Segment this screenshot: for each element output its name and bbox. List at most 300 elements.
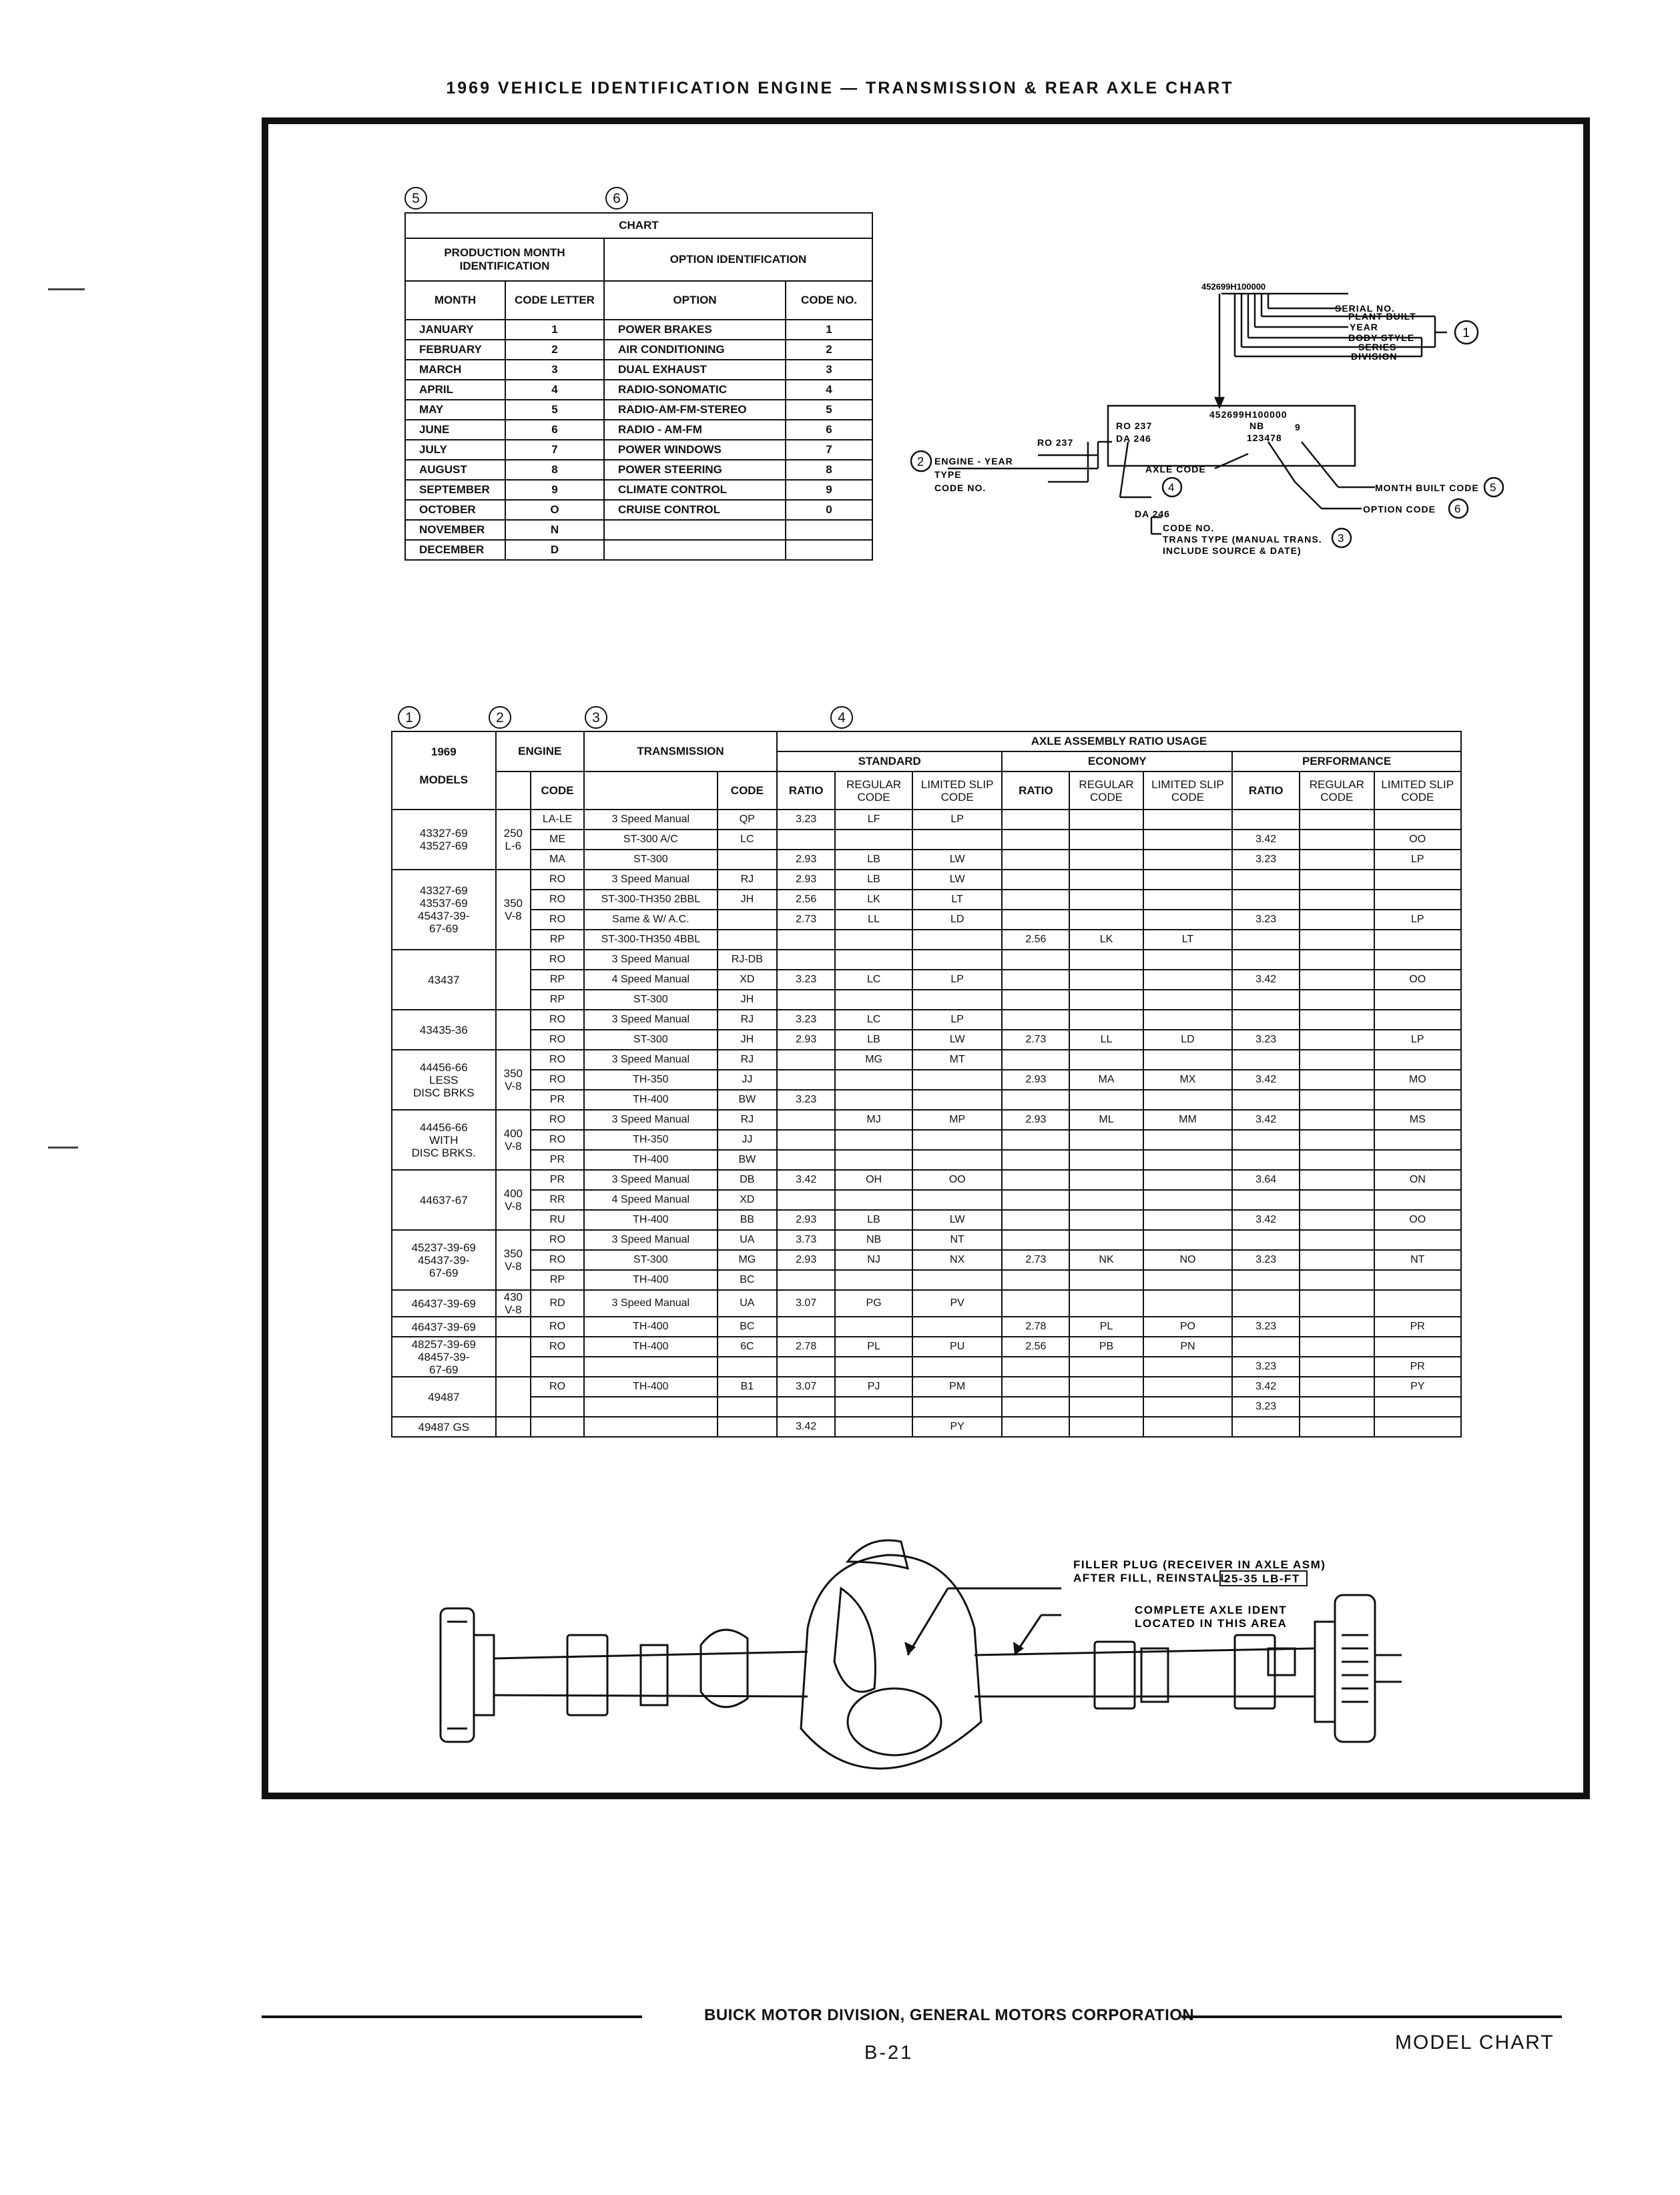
prod-row xyxy=(405,380,872,400)
perf-limited-cell xyxy=(1374,990,1462,1010)
trans-code-no-label: CODE NO. xyxy=(1163,523,1215,533)
eco-limited-cell xyxy=(1143,1010,1232,1030)
std-regular-cell: LB xyxy=(835,1030,912,1050)
eco-ratio-cell: 2.78 xyxy=(1002,1317,1069,1337)
eco-ratio-cell xyxy=(1002,970,1069,990)
eco-limited-cell xyxy=(1143,990,1232,1010)
axle-row xyxy=(392,1030,1461,1050)
engine-cell: 400 V-8 xyxy=(496,1170,531,1230)
std-limited-cell xyxy=(912,1397,1003,1417)
eco-limited-cell xyxy=(1143,1170,1232,1190)
axle-row xyxy=(392,870,1461,890)
std-ratio-cell: 2.56 xyxy=(777,890,835,910)
axle-row xyxy=(392,970,1461,990)
perf-ratio-cell xyxy=(1232,1190,1300,1210)
month-cell: NOVEMBER xyxy=(405,520,505,540)
option-cell: RADIO - AM-FM xyxy=(604,420,786,440)
perf-limited-cell: NT xyxy=(1374,1250,1462,1270)
eco-limited-cell xyxy=(1143,810,1232,830)
engine-code-cell: RO xyxy=(531,1070,584,1090)
std-ratio-cell: 3.73 xyxy=(777,1230,835,1250)
standard-header: STANDARD xyxy=(777,751,1002,771)
std-ratio-cell: 2.73 xyxy=(777,910,835,930)
perf-limited-cell xyxy=(1374,1337,1462,1357)
perf-ratio-cell: 3.23 xyxy=(1232,850,1300,870)
performance-header: PERFORMANCE xyxy=(1232,751,1461,771)
engine-code-cell: LA-LE xyxy=(531,810,584,830)
perf-limited-cell xyxy=(1374,1130,1462,1150)
prod-row xyxy=(405,340,872,360)
plant-built-label: PLANT BUILT xyxy=(1348,311,1416,322)
perf-ratio-cell: 3.23 xyxy=(1232,1030,1300,1050)
eco-limited-cell xyxy=(1143,1397,1232,1417)
perf-ratio-cell xyxy=(1232,1230,1300,1250)
eco-ratio-cell xyxy=(1002,1130,1069,1150)
footer-rule-right xyxy=(1181,2015,1562,2018)
std-limited-cell: LW xyxy=(912,1030,1003,1050)
perf-regular-cell xyxy=(1300,1377,1374,1397)
std-limited-cell: PY xyxy=(912,1417,1003,1437)
perf-limited-cell xyxy=(1374,1397,1462,1417)
eco-limited-cell xyxy=(1143,1377,1232,1397)
eco-ratio-cell xyxy=(1002,850,1069,870)
perf-limited-cell: OO xyxy=(1374,1210,1462,1230)
std-limited-cell: OO xyxy=(912,1170,1003,1190)
code-no-cell: 9 xyxy=(786,480,872,500)
std-ratio-cell: 3.23 xyxy=(777,970,835,990)
eco-ratio-cell: 2.73 xyxy=(1002,1250,1069,1270)
complete-ident-label-1: COMPLETE AXLE IDENT xyxy=(1135,1604,1288,1616)
include-source-label: INCLUDE SOURCE & DATE) xyxy=(1163,545,1302,556)
eco-limited-cell xyxy=(1143,1270,1232,1290)
perf-limited-cell xyxy=(1374,1290,1462,1317)
perf-ratio-cell: 3.42 xyxy=(1232,1210,1300,1230)
trans-code-cell xyxy=(718,910,777,930)
engine-cell: 350 V-8 xyxy=(496,870,531,950)
std-limited-cell: LW xyxy=(912,870,1003,890)
trans-code-cell: BC xyxy=(718,1270,777,1290)
std-regular-cell: OH xyxy=(835,1170,912,1190)
month-cell: JUNE xyxy=(405,420,505,440)
eco-ratio-cell xyxy=(1002,1397,1069,1417)
engine-code-cell: ME xyxy=(531,830,584,850)
axle-row xyxy=(392,990,1461,1010)
std-regular-cell xyxy=(835,1070,912,1090)
prod-row xyxy=(405,460,872,480)
std-limited-cell: LP xyxy=(912,1010,1003,1030)
code-letter-cell: 3 xyxy=(505,360,604,380)
axle-row xyxy=(392,1357,1461,1377)
std-limited-cell: PU xyxy=(912,1337,1003,1357)
eco-limited-cell xyxy=(1143,1417,1232,1437)
option-cell xyxy=(604,540,786,560)
code-letter-cell: D xyxy=(505,540,604,560)
option-group-header: OPTION IDENTIFICATION xyxy=(604,238,872,281)
perf-regular-cell xyxy=(1300,830,1374,850)
perf-regular-cell xyxy=(1300,1150,1374,1170)
engine-code-cell: RU xyxy=(531,1210,584,1230)
model-cell: 43327-69 43527-69 xyxy=(392,810,496,870)
engine-code-cell xyxy=(531,1397,584,1417)
std-regular-cell: PL xyxy=(835,1337,912,1357)
axle-row xyxy=(392,1290,1461,1317)
engine-code-cell xyxy=(531,1357,584,1377)
axle-row xyxy=(392,1230,1461,1250)
trans-desc-cell xyxy=(584,1397,718,1417)
engine-header: ENGINE xyxy=(496,731,584,771)
eco-ratio-cell xyxy=(1002,1230,1069,1250)
engine-code-cell: RO xyxy=(531,870,584,890)
eco-ratio-cell xyxy=(1002,870,1069,890)
eco-ratio-cell: 2.56 xyxy=(1002,930,1069,950)
perf-limited-cell xyxy=(1374,1190,1462,1210)
engine-code-cell: RO xyxy=(531,1250,584,1270)
engine-code-cell: RO xyxy=(531,950,584,970)
perf-regular-cell xyxy=(1300,1030,1374,1050)
perf-regular-cell xyxy=(1300,1110,1374,1130)
plate-nb: NB xyxy=(1249,420,1265,431)
std-ratio-cell xyxy=(777,1397,835,1417)
std-regular-cell xyxy=(835,990,912,1010)
code-letter-cell: 5 xyxy=(505,400,604,420)
month-cell: SEPTEMBER xyxy=(405,480,505,500)
std-ratio-cell: 3.07 xyxy=(777,1290,835,1317)
plate-number: 123478 xyxy=(1247,432,1282,443)
engine-cell: 430 V-8 xyxy=(496,1290,531,1317)
eco-ratio-header: RATIO xyxy=(1002,771,1069,810)
model-cell: 43327-69 43537-69 45437-39- 67-69 xyxy=(392,870,496,950)
std-limited-cell: PM xyxy=(912,1377,1003,1397)
std-regular-cell: LB xyxy=(835,1210,912,1230)
trans-desc-cell: TH-400 xyxy=(584,1090,718,1110)
month-cell: OCTOBER xyxy=(405,500,505,520)
eco-limited-cell: NO xyxy=(1143,1250,1232,1270)
perf-regular-cell xyxy=(1300,1070,1374,1090)
eco-limited-cell xyxy=(1143,850,1232,870)
prod-row xyxy=(405,520,872,540)
std-regular-cell: NJ xyxy=(835,1250,912,1270)
std-ratio-cell: 2.93 xyxy=(777,850,835,870)
std-ratio-cell: 2.78 xyxy=(777,1337,835,1357)
perf-regular-cell xyxy=(1300,930,1374,950)
callout-3: 3 xyxy=(585,706,607,729)
scan-mark xyxy=(48,1147,78,1149)
economy-header: ECONOMY xyxy=(1002,751,1232,771)
std-ratio-cell xyxy=(777,1317,835,1337)
std-ratio-cell xyxy=(777,1190,835,1210)
engine-code-cell: PR xyxy=(531,1090,584,1110)
prod-row xyxy=(405,420,872,440)
eco-limited-cell xyxy=(1143,1190,1232,1210)
std-limited-cell: LP xyxy=(912,810,1003,830)
callout-6b-text: 6 xyxy=(1454,503,1461,515)
axle-row xyxy=(392,1317,1461,1337)
perf-regular-cell xyxy=(1300,1317,1374,1337)
eco-limited-cell xyxy=(1143,870,1232,890)
std-ratio-cell xyxy=(777,1070,835,1090)
trans-desc-cell: 3 Speed Manual xyxy=(584,1170,718,1190)
trans-code-cell xyxy=(718,930,777,950)
perf-regular-cell xyxy=(1300,1010,1374,1030)
trans-code-cell xyxy=(718,1417,777,1437)
eco-limited-cell: MX xyxy=(1143,1070,1232,1090)
perf-limited-cell: LP xyxy=(1374,1030,1462,1050)
perf-regular-cell xyxy=(1300,1050,1374,1070)
std-regular-cell: LF xyxy=(835,810,912,830)
option-cell: POWER BRAKES xyxy=(604,320,786,340)
engine-code-cell: PR xyxy=(531,1150,584,1170)
right-brake-drum xyxy=(1335,1595,1375,1742)
perf-limited-cell: LP xyxy=(1374,910,1462,930)
std-regular-cell: MJ xyxy=(835,1110,912,1130)
std-regular-cell: LB xyxy=(835,850,912,870)
code-no-cell xyxy=(786,540,872,560)
std-regular-cell: NB xyxy=(835,1230,912,1250)
prod-row xyxy=(405,500,872,520)
engine-code-cell: RO xyxy=(531,1110,584,1130)
std-ratio-cell xyxy=(777,1110,835,1130)
std-regular-cell xyxy=(835,1190,912,1210)
body-style-label: BODY STYLE xyxy=(1348,332,1415,343)
std-ratio-cell xyxy=(777,990,835,1010)
trans-code-cell: QP xyxy=(718,810,777,830)
perf-limited-cell: PY xyxy=(1374,1377,1462,1397)
eco-ratio-cell xyxy=(1002,1170,1069,1190)
std-ratio-cell xyxy=(777,1130,835,1150)
eco-ratio-cell xyxy=(1002,810,1069,830)
eco-limited-cell: LT xyxy=(1143,930,1232,950)
perf-limited-cell xyxy=(1374,1230,1462,1250)
perf-regular-cell xyxy=(1300,1170,1374,1190)
type-label: TYPE xyxy=(934,469,962,480)
axle-row xyxy=(392,1250,1461,1270)
trans-desc-cell: ST-300 xyxy=(584,1030,718,1050)
model-cell: 43435-36 xyxy=(392,1010,496,1050)
axle-row xyxy=(392,1010,1461,1030)
trans-desc-cell: TH-350 xyxy=(584,1130,718,1150)
serial-no-label: SERIAL NO. xyxy=(1335,303,1395,314)
std-limited-cell xyxy=(912,1130,1003,1150)
perf-limited-cell xyxy=(1374,1010,1462,1030)
eco-ratio-cell xyxy=(1002,1377,1069,1397)
engine-code-cell: RO xyxy=(531,1317,584,1337)
std-limited-cell: NT xyxy=(912,1230,1003,1250)
trans-desc-cell: ST-300 xyxy=(584,990,718,1010)
eco-regular-cell: LK xyxy=(1069,930,1143,950)
std-regular-cell xyxy=(835,1150,912,1170)
option-cell: CLIMATE CONTROL xyxy=(604,480,786,500)
eco-ratio-cell xyxy=(1002,1290,1069,1317)
eco-ratio-cell xyxy=(1002,1417,1069,1437)
eco-regular-cell xyxy=(1069,850,1143,870)
prod-row xyxy=(405,440,872,460)
models-header: MODELS xyxy=(392,771,496,810)
rear-axle-drawing xyxy=(400,1522,1442,1802)
eco-regular-cell xyxy=(1069,990,1143,1010)
engine-code-cell: RP xyxy=(531,930,584,950)
axle-row xyxy=(392,830,1461,850)
trans-code-cell xyxy=(718,850,777,870)
perf-regular-cell xyxy=(1300,1090,1374,1110)
eco-limited-cell xyxy=(1143,950,1232,970)
eco-regular-header: REGULAR CODE xyxy=(1069,771,1143,810)
model-cell: 48257-39-69 48457-39- 67-69 xyxy=(392,1337,496,1377)
engine-cell: 350 V-8 xyxy=(496,1050,531,1110)
perf-limited-cell xyxy=(1374,1270,1462,1290)
engine-cell xyxy=(496,950,531,1010)
axle-row xyxy=(392,810,1461,830)
trans-code-cell: XD xyxy=(718,970,777,990)
trans-code-cell: RJ xyxy=(718,1050,777,1070)
callout-1: 1 xyxy=(398,706,421,729)
std-ratio-cell: 2.93 xyxy=(777,1210,835,1230)
trans-code-header: CODE xyxy=(718,771,777,810)
trans-code-cell: LC xyxy=(718,830,777,850)
footer-rule-left xyxy=(262,2015,642,2018)
std-regular-cell: PJ xyxy=(835,1377,912,1397)
eco-regular-cell xyxy=(1069,810,1143,830)
axle-row xyxy=(392,1337,1461,1357)
trans-code-cell xyxy=(718,1357,777,1377)
trans-desc-cell xyxy=(584,1357,718,1377)
perf-ratio-cell xyxy=(1232,1270,1300,1290)
option-cell: RADIO-SONOMATIC xyxy=(604,380,786,400)
perf-regular-cell xyxy=(1300,1290,1374,1317)
eco-regular-cell xyxy=(1069,1190,1143,1210)
eco-regular-cell xyxy=(1069,1357,1143,1377)
std-limited-cell: PV xyxy=(912,1290,1003,1317)
perf-ratio-cell xyxy=(1232,870,1300,890)
engine-code-cell: RO xyxy=(531,1010,584,1030)
code-letter-cell: 8 xyxy=(505,460,604,480)
code-no-cell: 2 xyxy=(786,340,872,360)
engine-code-no-label: CODE NO. xyxy=(934,483,987,493)
std-regular-cell: PG xyxy=(835,1290,912,1317)
engine-cell xyxy=(496,1317,531,1337)
trans-desc-cell xyxy=(584,1417,718,1437)
std-limited-cell xyxy=(912,950,1003,970)
model-cell: 45237-39-69 45437-39- 67-69 xyxy=(392,1230,496,1290)
eco-limited-cell: LD xyxy=(1143,1030,1232,1050)
engine-code-cell: RO xyxy=(531,1377,584,1397)
model-cell: 44637-67 xyxy=(392,1170,496,1230)
code-no-cell: 3 xyxy=(786,360,872,380)
eco-regular-cell xyxy=(1069,1290,1143,1317)
axle-row xyxy=(392,1270,1461,1290)
std-limited-cell xyxy=(912,830,1003,850)
perf-regular-cell xyxy=(1300,1337,1374,1357)
callout-2-text: 2 xyxy=(917,455,924,468)
month-cell: MAY xyxy=(405,400,505,420)
perf-limited-cell xyxy=(1374,1050,1462,1070)
eco-ratio-cell xyxy=(1002,1270,1069,1290)
perf-limited-cell xyxy=(1374,1090,1462,1110)
eco-regular-cell xyxy=(1069,870,1143,890)
callout-6: 6 xyxy=(605,187,628,210)
perf-ratio-cell xyxy=(1232,810,1300,830)
engine-code-cell: RO xyxy=(531,890,584,910)
perf-regular-cell xyxy=(1300,1270,1374,1290)
trans-code-cell: RJ xyxy=(718,870,777,890)
perf-limited-cell: PR xyxy=(1374,1317,1462,1337)
month-cell: DECEMBER xyxy=(405,540,505,560)
trans-code-cell: XD xyxy=(718,1190,777,1210)
std-ratio-cell xyxy=(777,1357,835,1377)
perf-ratio-header: RATIO xyxy=(1232,771,1300,810)
std-limited-cell xyxy=(912,1317,1003,1337)
transmission-header: TRANSMISSION xyxy=(584,731,777,771)
model-cell: 43437 xyxy=(392,950,496,1010)
eco-regular-cell xyxy=(1069,1170,1143,1190)
engine-code-cell: PR xyxy=(531,1170,584,1190)
perf-regular-cell xyxy=(1300,970,1374,990)
perf-ratio-cell: 3.23 xyxy=(1232,1357,1300,1377)
month-cell: FEBRUARY xyxy=(405,340,505,360)
engine-code-cell: RO xyxy=(531,1050,584,1070)
trans-code-cell: DB xyxy=(718,1170,777,1190)
perf-regular-cell xyxy=(1300,1210,1374,1230)
axle-row xyxy=(392,1070,1461,1090)
perf-regular-cell xyxy=(1300,870,1374,890)
trans-code-cell: BW xyxy=(718,1150,777,1170)
trans-code-cell: 6C xyxy=(718,1337,777,1357)
axle-row xyxy=(392,930,1461,950)
std-ratio-cell: 2.93 xyxy=(777,1030,835,1050)
eco-limited-header: LIMITED SLIP CODE xyxy=(1143,771,1232,810)
code-no-cell: 6 xyxy=(786,420,872,440)
std-limited-cell: LT xyxy=(912,890,1003,910)
engine-code-cell: RD xyxy=(531,1290,584,1317)
perf-ratio-cell xyxy=(1232,1050,1300,1070)
chart-caption: CHART xyxy=(405,213,872,238)
vin-diagram xyxy=(868,267,1522,574)
eco-limited-cell xyxy=(1143,1230,1232,1250)
trans-desc-cell: TH-400 xyxy=(584,1150,718,1170)
engine-cell: 350 V-8 xyxy=(496,1230,531,1290)
engine-code-cell: RO xyxy=(531,1130,584,1150)
model-cell: 49487 GS xyxy=(392,1417,496,1437)
complete-ident-label-2: LOCATED IN THIS AREA xyxy=(1135,1617,1288,1630)
trans-code-cell: JH xyxy=(718,1030,777,1050)
std-regular-cell: LC xyxy=(835,970,912,990)
engine-year-label: ENGINE - YEAR xyxy=(934,456,1013,466)
std-limited-cell xyxy=(912,990,1003,1010)
axle-row xyxy=(392,1050,1461,1070)
perf-limited-header: LIMITED SLIP CODE xyxy=(1374,771,1462,810)
axle-row xyxy=(392,910,1461,930)
trans-desc-cell: TH-400 xyxy=(584,1270,718,1290)
trans-desc-cell: 3 Speed Manual xyxy=(584,1050,718,1070)
code-letter-cell: 7 xyxy=(505,440,604,460)
perf-limited-cell: MS xyxy=(1374,1110,1462,1130)
std-ratio-cell: 3.42 xyxy=(777,1170,835,1190)
engine-cell xyxy=(496,1377,531,1417)
plate-nine: 9 xyxy=(1295,422,1301,432)
models-year-header: 1969 xyxy=(392,731,496,771)
perf-regular-cell xyxy=(1300,1230,1374,1250)
eco-regular-cell xyxy=(1069,950,1143,970)
trans-desc-cell: 3 Speed Manual xyxy=(584,870,718,890)
std-regular-cell xyxy=(835,1397,912,1417)
std-regular-cell: LC xyxy=(835,1010,912,1030)
eco-ratio-cell: 2.73 xyxy=(1002,1030,1069,1050)
eco-limited-cell xyxy=(1143,1210,1232,1230)
axle-row xyxy=(392,1417,1461,1437)
footer-corporation: BUICK MOTOR DIVISION, GENERAL MOTORS CORPORATION xyxy=(704,2006,1195,2024)
code-letter-cell: 4 xyxy=(505,380,604,400)
trans-code-cell: MG xyxy=(718,1250,777,1270)
engine-code-cell: RO xyxy=(531,1030,584,1050)
